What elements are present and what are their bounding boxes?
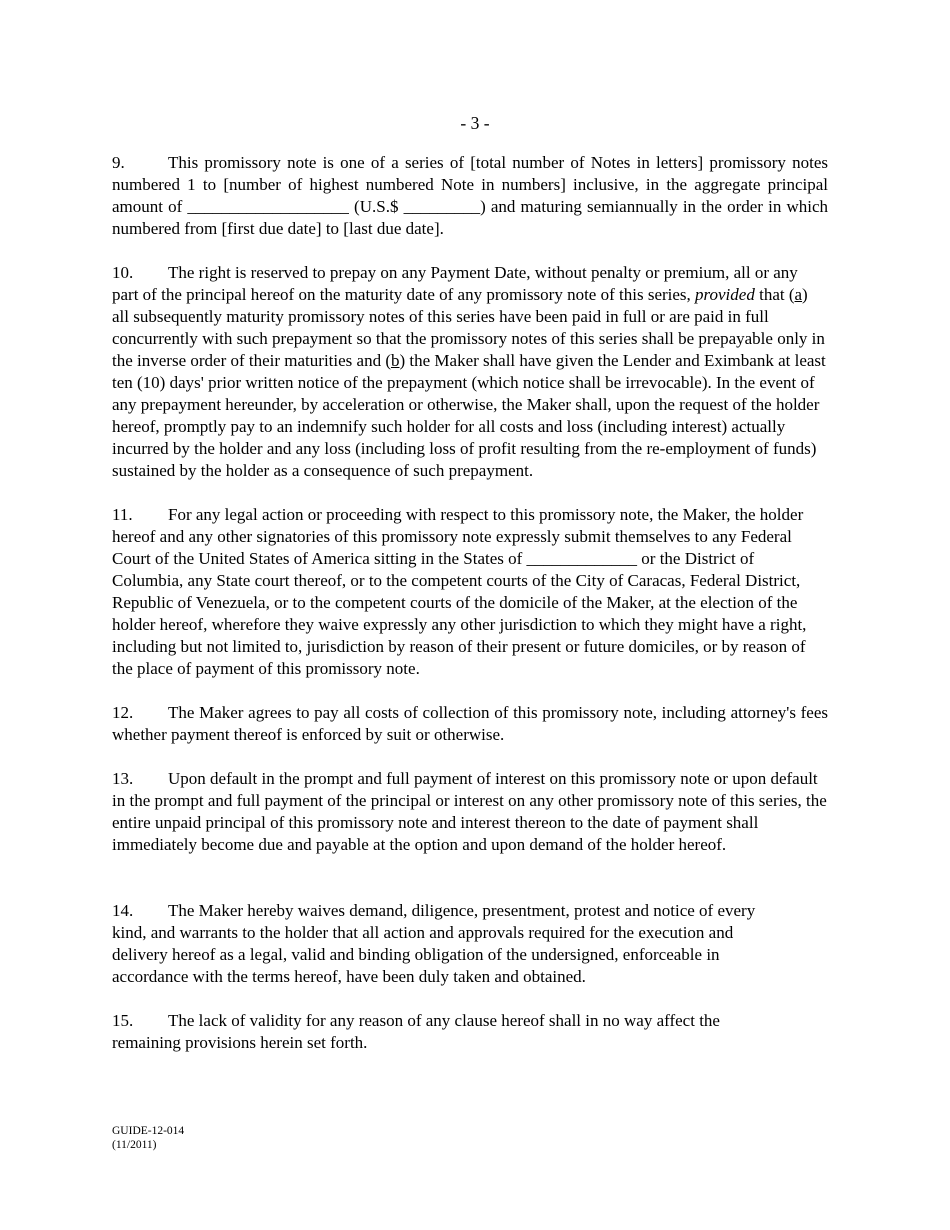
paragraph-text: For any legal action or proceeding with respect to this promissory note, the Maker, the holder hereof and any other signatories of this promissory note expressly submit themselves to any Federal Court of the United States of America sitting in the States of _____________ or the District of Columbia, any State court thereof, or to the competent courts of the City of Caracas, Federal District, Republic of Venezuela, or to the competent courts of the domicile of the Maker, at the election of the holder hereof, wherefore they waive expressly any other jurisdiction to which they might have a right, including but not limited to, jurisdiction by reason of their present or future domiciles, or by reason of the place of payment of this promissory note.: [112, 505, 807, 678]
paragraph-text: The lack of validity for any reason of any clause hereof shall in no way affect the remaining provisions herein set forth.: [112, 1011, 720, 1052]
paragraph-number: 10.: [112, 263, 134, 282]
footer: [112, 1124, 184, 1152]
paragraph-text: ) the Maker shall have given the Lender and Eximbank at least ten (10) days' prior written notice of the prepayment (which notice shall be irrevocable). In the event of any prepayment hereunder, by acceleration or otherwise, the Maker shall, upon the request of the holder hereof, promptly pay to an indemnify such holder for all costs and loss (including interest) actually incurred by the holder and any loss (including loss of profit resulting from the re-employment of funds) sustained by the holder as a consequence of such prepayment.: [112, 351, 826, 480]
paragraph-12: [112, 702, 828, 746]
paragraph-13: [112, 768, 828, 856]
paragraph-11: [112, 504, 828, 680]
paragraph-number: 13.: [112, 769, 134, 788]
paragraph-text: The Maker hereby waives demand, diligence, presentment, protest and notice of every kind, and warrants to the holder that all action and approvals required for the execution and delivery hereof as a legal, valid and binding obligation of the undersigned, enforceable in accordance with the terms hereof, have been duly taken and obtained.: [112, 901, 756, 986]
paragraph-number: 11.: [112, 505, 133, 524]
paragraph-text: The right is reserved to prepay on any Payment Date, without penalty or premium, all or any part of the principal hereof on the maturity date of any promissory note of this series,: [112, 263, 798, 304]
paragraph-9: [112, 152, 828, 240]
paragraph-text: that (: [759, 285, 795, 304]
paragraph-text: This promissory note is one of a series of [total number of Notes in letters] promissory notes numbered 1 to [number of highest numbered Note in numbers] inclusive, in the aggregate principal amount of ___________________ (U.S.$ _________) and maturing semiannually in the order in which numbered from [first due date] to [last due date].: [112, 153, 828, 238]
item-a-marker: a: [794, 285, 803, 304]
footer-revision-date: (11/2011): [112, 1139, 157, 1151]
paragraph-14: [112, 900, 792, 988]
paragraph-15: [112, 1010, 772, 1054]
item-b-marker: b: [390, 351, 400, 370]
paragraph-number: 12.: [112, 703, 134, 722]
paragraph-text: The Maker agrees to pay all costs of collection of this promissory note, including attorney's fees whether payment thereof is enforced by suit or otherwise.: [112, 703, 828, 744]
paragraph-10: [112, 262, 828, 482]
paragraph-text: Upon default in the prompt and full payment of interest on this promissory note or upon default in the prompt and full payment of the principal or interest on any other promissory note of this series, the entire unpaid principal of this promissory note and interest thereon to the date of payment shall immediately become due and payable at the option and upon demand of the holder hereof.: [112, 769, 827, 854]
paragraph-number: 15.: [112, 1011, 134, 1030]
page-number: - 3 -: [460, 113, 490, 133]
document-body: [112, 152, 828, 1054]
paragraph-text: ) all subsequently maturity promissory notes of this series have been paid in full or are paid in full concurrently with such prepayment so that the promissory notes of this series shall be prepayable only in the inverse order of their maturities and (: [112, 285, 825, 370]
footer-form-code: GUIDE-12-014: [112, 1125, 185, 1137]
paragraph-number: 9.: [112, 153, 125, 172]
paragraph-number: 14.: [112, 901, 134, 920]
provided-term: provided: [695, 285, 755, 304]
